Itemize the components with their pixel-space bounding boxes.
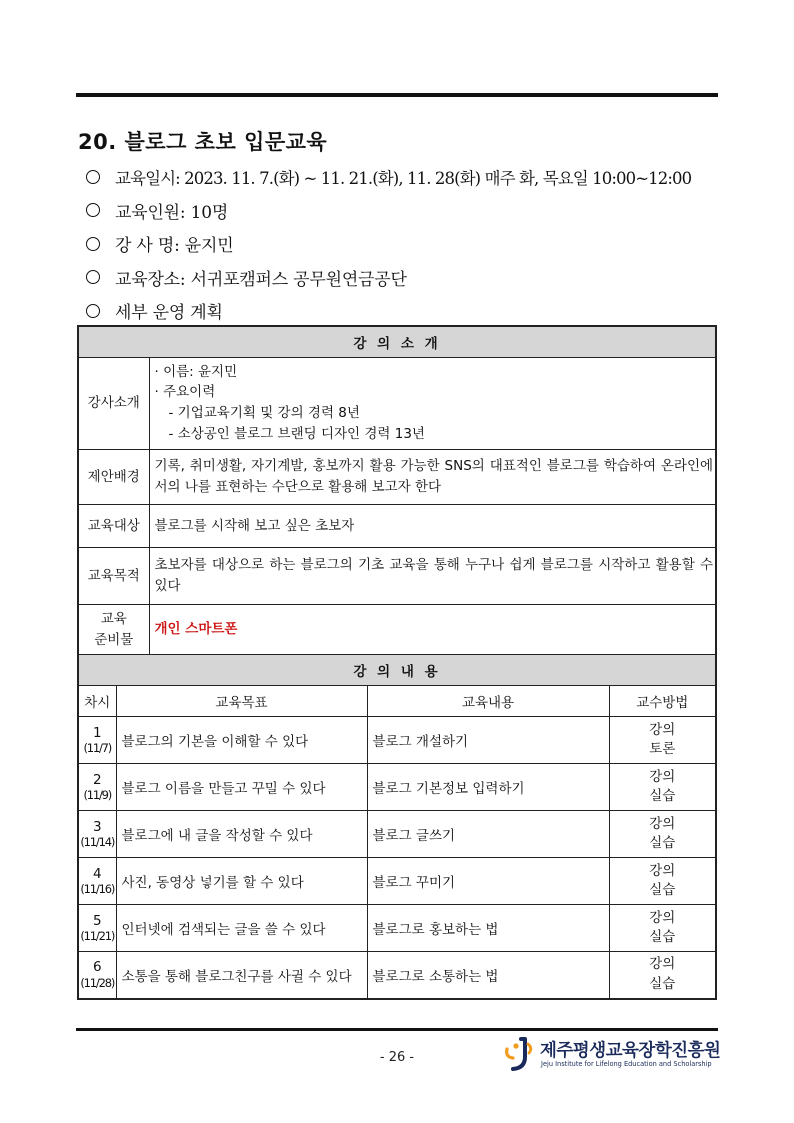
bottom-rule [76, 1028, 718, 1031]
col-header-content: 교육내용 [367, 686, 609, 717]
org-name: 제주평생교육장학진흥원 [540, 1041, 721, 1061]
materials-label-line: 교육 [100, 610, 127, 627]
page-number: - 26 - [379, 1050, 415, 1065]
circle-bullet-icon [86, 304, 100, 318]
org-logo [503, 1035, 723, 1075]
method-line: 실습 [649, 882, 676, 899]
course-table [77, 325, 717, 1000]
method-line: 토론 [649, 741, 676, 758]
table-row [78, 505, 716, 548]
materials-label-line: 준비물 [94, 631, 134, 648]
method-line: 강의 [649, 768, 676, 785]
table-row [78, 811, 716, 858]
col-header-method: 교수방법 [609, 686, 716, 717]
instructor-text: 강 사 명: 윤지민 [115, 236, 234, 257]
list-item-instructor [86, 227, 726, 261]
method-line: 실습 [649, 788, 676, 805]
session-cell [78, 858, 116, 905]
method-cell [609, 811, 716, 858]
session-number: 3 [92, 818, 102, 835]
content-cell: 블로그 기본정보 입력하기 [367, 764, 609, 811]
instructor-label: 강사소개 [78, 357, 149, 450]
list-item-plan [86, 294, 726, 328]
session-number: 6 [92, 959, 102, 976]
method-cell [609, 905, 716, 952]
content-cell: 블로그 개설하기 [367, 717, 609, 764]
method-line: 실습 [649, 835, 676, 852]
section-title: 20. 블로그 초보 입문교육 [78, 130, 328, 154]
session-date: (11/9) [83, 788, 112, 803]
org-name-en: Jeju Institute for Lifelong Education and Scholarship [541, 1060, 712, 1068]
overview-list [86, 160, 726, 328]
session-cell [78, 905, 116, 952]
method-line: 강의 [649, 862, 676, 879]
headcount-text: 교육인원: 10명 [115, 202, 229, 223]
intro-header: 강 의 소 개 [78, 326, 716, 357]
career-heading-line: · 주요이력 [154, 384, 216, 401]
method-cell [609, 764, 716, 811]
background-text: 기록, 취미생활, 자기계발, 홍보까지 활용 가능한 SNS의 대표적인 블로그를 학습하여 온라인에서의 나를 표현하는 수단으로 활용해 보고자 한다 [149, 450, 716, 505]
target-label: 교육대상 [78, 505, 149, 548]
goal-cell: 블로그의 기본을 이해할 수 있다 [116, 717, 367, 764]
goal-cell: 블로그에 내 글을 작성할 수 있다 [116, 811, 367, 858]
goal-cell: 소통을 통해 블로그친구를 사귈 수 있다 [116, 952, 367, 999]
career-line: - 기업교육기획 및 강의 경력 8년 [168, 405, 360, 422]
session-date: (11/28) [80, 976, 115, 991]
content-header-row [78, 655, 716, 686]
plan-text: 세부 운영 계획 [115, 303, 223, 324]
materials-text: 개인 스마트폰 [149, 605, 716, 655]
method-line: 실습 [649, 929, 676, 946]
top-rule [76, 93, 718, 97]
purpose-label: 교육목적 [78, 548, 149, 605]
goal-cell: 블로그 이름을 만들고 꾸밀 수 있다 [116, 764, 367, 811]
circle-bullet-icon [86, 170, 100, 184]
session-cell [78, 717, 116, 764]
col-header-session: 차시 [78, 686, 116, 717]
session-number: 1 [92, 724, 102, 741]
session-date: (11/7) [83, 741, 112, 756]
table-row [78, 764, 716, 811]
career-line: - 소상공인 블로그 브랜딩 디자인 경력 13년 [168, 426, 425, 443]
session-number: 5 [92, 912, 102, 929]
session-date: (11/14) [80, 835, 115, 850]
table-row [78, 605, 716, 655]
circle-bullet-icon [86, 203, 100, 217]
content-cell: 블로그로 홍보하는 법 [367, 905, 609, 952]
materials-label [78, 605, 149, 655]
session-number: 2 [92, 771, 102, 788]
table-row [78, 717, 716, 764]
instructor-name-line: · 이름: 윤지민 [154, 363, 238, 380]
session-rows [78, 717, 716, 999]
method-line: 강의 [649, 956, 676, 973]
session-cell [78, 764, 116, 811]
intro-header-row [78, 326, 716, 357]
circle-bullet-icon [86, 270, 100, 284]
venue-text: 교육장소: 서귀포캠퍼스 공무원연금공단 [115, 269, 407, 290]
table-row [78, 952, 716, 999]
method-line: 강의 [649, 815, 676, 832]
content-header: 강 의 내 용 [78, 655, 716, 686]
list-item-venue [86, 261, 726, 295]
table-row [78, 357, 716, 450]
table-row [78, 905, 716, 952]
target-text: 블로그를 시작해 보고 싶은 초보자 [149, 505, 716, 548]
org-logo-icon [503, 1035, 535, 1071]
session-cell [78, 811, 116, 858]
purpose-text: 초보자를 대상으로 하는 블로그의 기초 교육을 통해 누구나 쉽게 블로그를 시작하고 활용할 수 있다 [149, 548, 716, 605]
content-cell: 블로그 글쓰기 [367, 811, 609, 858]
method-line: 실습 [649, 975, 676, 992]
session-number: 4 [92, 865, 102, 882]
method-cell [609, 858, 716, 905]
method-cell [609, 952, 716, 999]
table-row [78, 858, 716, 905]
col-header-goal: 교육목표 [116, 686, 367, 717]
goal-cell: 사진, 동영상 넣기를 할 수 있다 [116, 858, 367, 905]
background-label: 제안배경 [78, 450, 149, 505]
content-cell: 블로그로 소통하는 법 [367, 952, 609, 999]
table-row [78, 450, 716, 505]
method-line: 강의 [649, 721, 676, 738]
table-row [78, 548, 716, 605]
content-cell: 블로그 꾸미기 [367, 858, 609, 905]
session-date: (11/16) [80, 882, 115, 897]
goal-cell: 인터넷에 검색되는 글을 쓸 수 있다 [116, 905, 367, 952]
column-header-row [78, 686, 716, 717]
session-cell [78, 952, 116, 999]
circle-bullet-icon [86, 237, 100, 251]
session-date: (11/21) [80, 929, 115, 944]
method-cell [609, 717, 716, 764]
list-item-headcount [86, 194, 726, 228]
instructor-details [149, 357, 716, 450]
method-line: 강의 [649, 909, 676, 926]
list-item-schedule [86, 160, 726, 194]
schedule-text: 교육일시: 2023. 11. 7.(화) ~ 11. 21.(화), 11. 28(화) 매주 화, 목요일 10:00~12:00 [115, 168, 692, 188]
